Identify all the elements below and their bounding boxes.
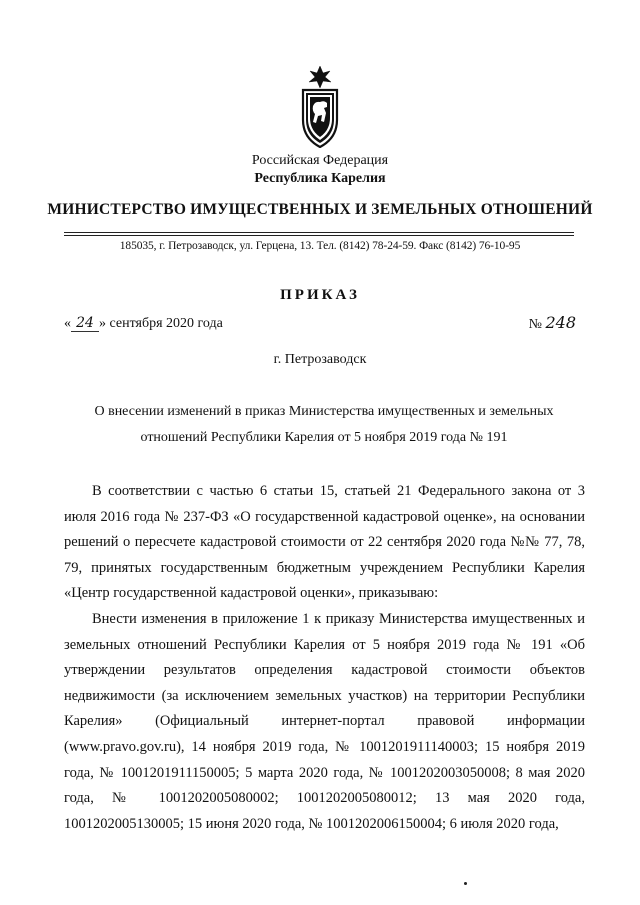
order-date — [64, 315, 223, 332]
date-open-quote: « — [64, 316, 71, 331]
karelia-coat-of-arms-icon — [300, 66, 340, 148]
order-subject — [64, 399, 584, 451]
subject-line-1: О внесении изменений в приказ Министерства имущественных и земельных — [94, 404, 554, 419]
country-name: Российская Федерация — [251, 153, 389, 168]
city-name: г. Петрозаводск — [273, 352, 367, 367]
header-divider — [64, 232, 574, 233]
scan-speck — [464, 882, 467, 885]
subject-line-2: отношений Республики Карелия от 5 ноября 2019 года № 191 — [140, 430, 508, 445]
date-month-year: » сентября 2020 года — [99, 316, 223, 331]
number-handwritten: 248 — [545, 313, 576, 332]
date-day-handwritten: 24 — [71, 315, 99, 332]
body-paragraph-2: Внести изменения в приложение 1 к приказу Министерства имущественных и земельных отношений Республики Карелия от 5 ноября 2019 года № 191 «Об утверждении результатов определения кадастровой стоимости объектов недвижимости (за исключением земельных участков) на территории Республики Карелия» (Официальный интернет-портал правовой информации (www.pravo.gov.ru), 14 ноября 2019 года, № 1001201911140003; 15 ноября 2019 года, № 1001201911150005; 5 марта 2020 года, № 1001202003050008; 8 мая 2020 года, № 1001202005080002; 1001202005080012; 13 мая 2020 года, 1001202005130005; 15 июня 2020 года, № 1001202006150004; 6 июля 2020 года, — [64, 610, 585, 832]
order-body — [64, 479, 585, 837]
order-number — [529, 313, 576, 333]
number-prefix: № — [528, 317, 542, 332]
republic-name: Республика Карелия — [254, 171, 386, 186]
document-title: ПРИКАЗ — [280, 287, 360, 303]
ministry-name: МИНИСТЕРСТВО ИМУЩЕСТВЕННЫХ И ЗЕМЕЛЬНЫХ ОТНОШЕНИЙ — [47, 201, 593, 218]
header-divider-thin — [64, 235, 574, 236]
contact-details: 185035, г. Петрозаводск, ул. Герцена, 13. Тел. (8142) 78-24-59. Факс (8142) 76-10-95 — [119, 240, 521, 252]
body-paragraph-1: В соответствии с частью 6 статьи 15, статьей 21 Федерального закона от 3 июля 2016 года № 237-ФЗ «О государственной кадастровой оценке», на основании решений о пересчете кадастровой стоимости от 22 сентября 2020 года №№ 77, 78, 79, принятых государственным бюджетным учреждением Республики Карелия «Центр государственной кадастровой оценки», приказываю: — [64, 483, 585, 602]
